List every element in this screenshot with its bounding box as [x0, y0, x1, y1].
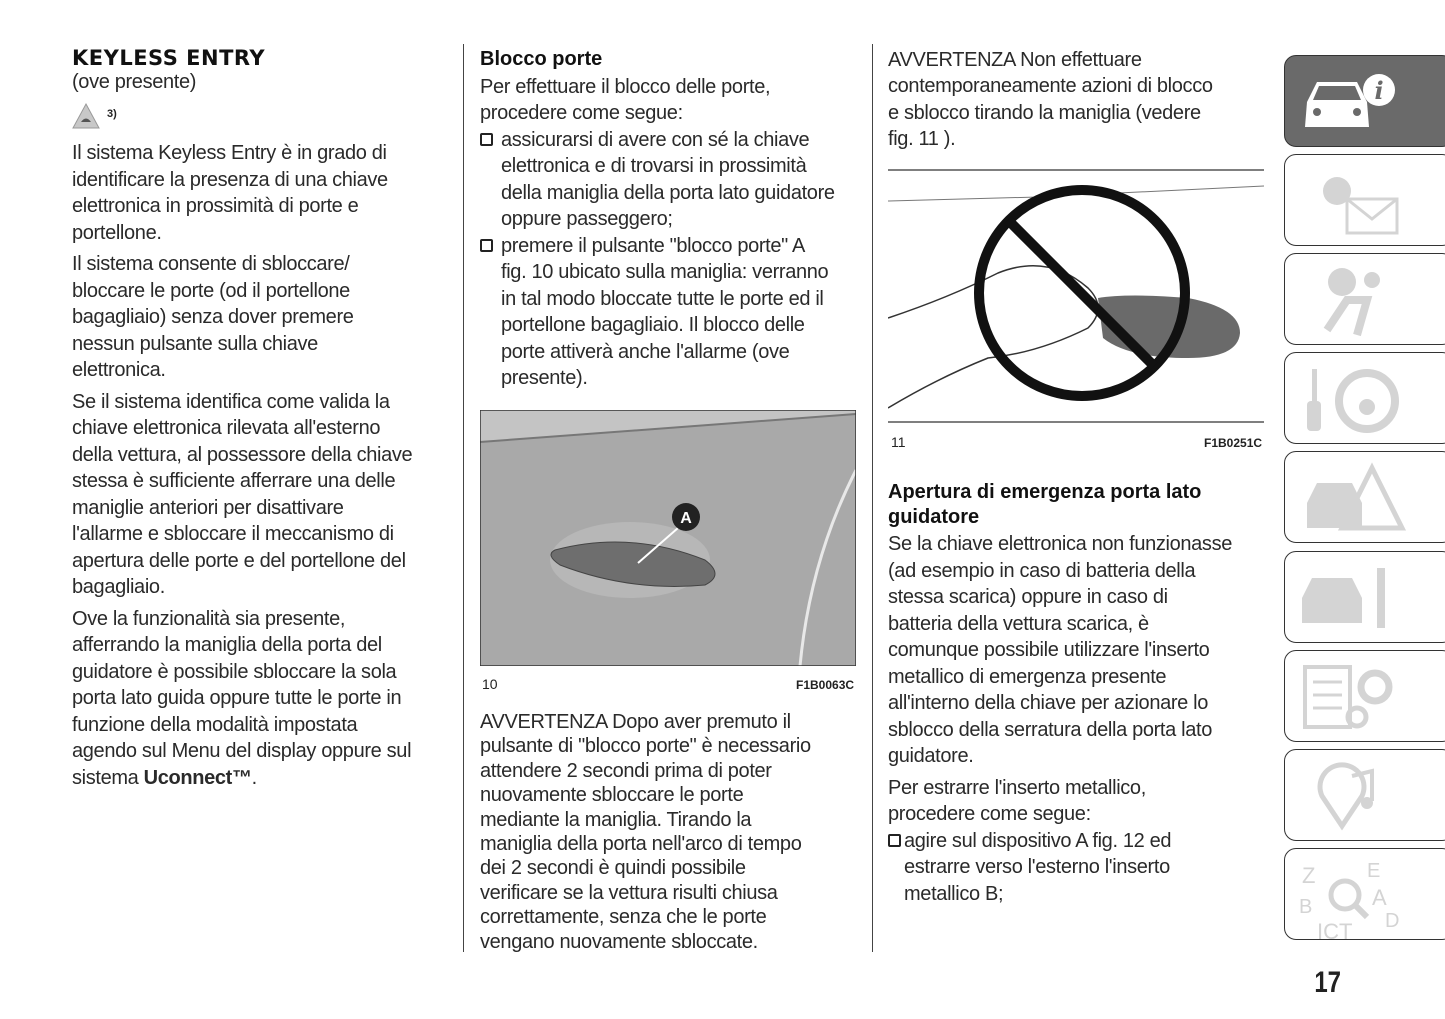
- list-item-text: assicurarsi di avere con sé la chiave elettronica e di trovarsi in prossimità della maniglia della porta lato guidatore oppure passeggero;: [501, 128, 835, 230]
- tab-warning-lights[interactable]: [1284, 154, 1445, 246]
- paragraph: Se la chiave elettronica non funzionasse (ad esempio in caso di batteria della stessa scarica) oppure in caso di batteria della vettura scarica, è comunque possibile utilizzare l'inserto metallico di emergenza presente all'interno della chiave per azionare lo sblocco della serratura della porta lato guidatore.: [888, 533, 1233, 767]
- figure-number: 10: [482, 676, 498, 692]
- paragraph: Se il sistema identifica come valida la chiave elettronica rilevata all'esterno della vettura, al possessore della chiave stessa è sufficiente afferrare una delle maniglie anteriori per disattivare l'allarme e sbloccare il meccanismo di apertura delle porte e del portellone del bagagliaio.: [72, 390, 413, 598]
- section-heading: Apertura di emergenza porta lato guidatore: [888, 481, 1202, 528]
- svg-text:ICT: ICT: [1317, 919, 1353, 944]
- paragraph: Il sistema consente di sbloccare/ bloccare le porte (od il portellone bagagliaio) senza dover premere nessun pulsante sulla chiave elettronica.: [72, 253, 354, 381]
- column-divider: [463, 44, 464, 952]
- tab-emergency[interactable]: [1284, 451, 1445, 543]
- multimedia-icon: [1297, 756, 1407, 836]
- figure-number: 11: [891, 434, 906, 450]
- airbag-seatbelt-icon: [1297, 260, 1407, 340]
- list-item: [480, 233, 835, 392]
- tab-specifications[interactable]: [1284, 650, 1445, 742]
- section-heading: Blocco porte: [480, 48, 603, 70]
- figure-code: F1B0251C: [1204, 436, 1263, 450]
- svg-text:Z: Z: [1302, 863, 1316, 888]
- warning-light-message-icon: [1297, 161, 1407, 241]
- figure-11-prohibited-handle: [888, 168, 1264, 426]
- warning-paragraph: AVVERTENZA Dopo aver premuto il pulsante di "blocco porte" è necessario attendere 2 secondi prima di poter nuovamente sbloccare le porte mediante la maniglia. Tirando la maniglia della porta nell'arco di tempo dei 2 secondi è quindi possibile verificare se la vettura risulti chiusa correttamente, senza che le porte vengano nuovamente sbloccate.: [480, 711, 811, 953]
- tab-maintenance[interactable]: [1284, 551, 1445, 643]
- uconnect-bold: Uconnect™: [143, 766, 252, 789]
- figure-callout-a: A: [680, 510, 692, 527]
- warning-triangle-icon: [72, 102, 100, 130]
- warning-reference: [72, 100, 412, 140]
- list-item-text: agire sul dispositivo A fig. 12 ed estrarre verso l'esterno l'inserto metallico B;: [904, 829, 1172, 905]
- car-maintenance-icon: [1297, 558, 1407, 638]
- checkbox-bullet-icon: [480, 239, 493, 252]
- page-number: 17: [1314, 966, 1342, 999]
- paragraph: [72, 606, 412, 792]
- paragraph-text: Ove la funzionalità sia presente, afferrando la maniglia della porta del guidatore è possibile sbloccare la sola porta lato guida oppure tutte le porte in funzione della modalità impostata agendo sul Menu del display oppure sul sistema: [72, 607, 412, 789]
- column-2: [480, 47, 835, 392]
- warning-ref-number: 3): [107, 108, 117, 120]
- section-subtitle: (ove presente): [72, 71, 197, 93]
- figure-code: F1B0063C: [796, 678, 855, 692]
- paragraph: Il sistema Keyless Entry è in grado di identificare la presenza di una chiave elettronica in prossimità di porte e portellone.: [72, 142, 388, 244]
- svg-text:B: B: [1299, 896, 1313, 918]
- tab-safety[interactable]: [1284, 253, 1445, 345]
- tab-index[interactable]: [1284, 848, 1445, 944]
- paragraph: Per effettuare il blocco delle porte, procedere come segue:: [480, 75, 771, 124]
- emergency-section: [888, 480, 1232, 907]
- index-search-icon: [1297, 855, 1407, 945]
- paragraph: Per estrarre l'inserto metallico, procedere come segue:: [888, 776, 1146, 825]
- tab-car-info[interactable]: [1284, 55, 1445, 147]
- car-emergency-icon: [1297, 458, 1407, 538]
- tab-multimedia[interactable]: [1284, 749, 1445, 841]
- column-divider: [872, 44, 873, 952]
- figure-10-door-handle: [480, 410, 856, 666]
- list-item: [480, 127, 835, 233]
- list-item-text: premere il pulsante "blocco porte" A fig. 10 ubicato sulla maniglia: verranno in tal modo bloccate tutte le porte ed il portellone bagagliaio. Il blocco delle porte attiverà anche l'allarme (ove presente).: [501, 234, 829, 389]
- svg-text:A: A: [1372, 885, 1387, 910]
- section-title: KEYLESS ENTRY: [72, 46, 266, 70]
- checkbox-bullet-icon: [480, 133, 493, 146]
- tab-starting-driving[interactable]: [1284, 352, 1445, 444]
- svg-text:i: i: [1374, 76, 1384, 105]
- specifications-gear-icon: [1297, 657, 1407, 737]
- list-item: [888, 828, 1232, 908]
- car-info-icon: [1297, 62, 1407, 142]
- checkbox-bullet-icon: [888, 834, 901, 847]
- column-1: [72, 46, 412, 791]
- warning-paragraph: AVVERTENZA Non effettuare contemporaneamente azioni di blocco e sblocco tirando la maniglia (vedere fig. 11 ).: [888, 49, 1213, 150]
- paragraph-end: .: [251, 766, 257, 789]
- svg-text:D: D: [1385, 910, 1400, 932]
- key-steering-wheel-icon: [1297, 359, 1407, 439]
- svg-text:E: E: [1367, 860, 1381, 882]
